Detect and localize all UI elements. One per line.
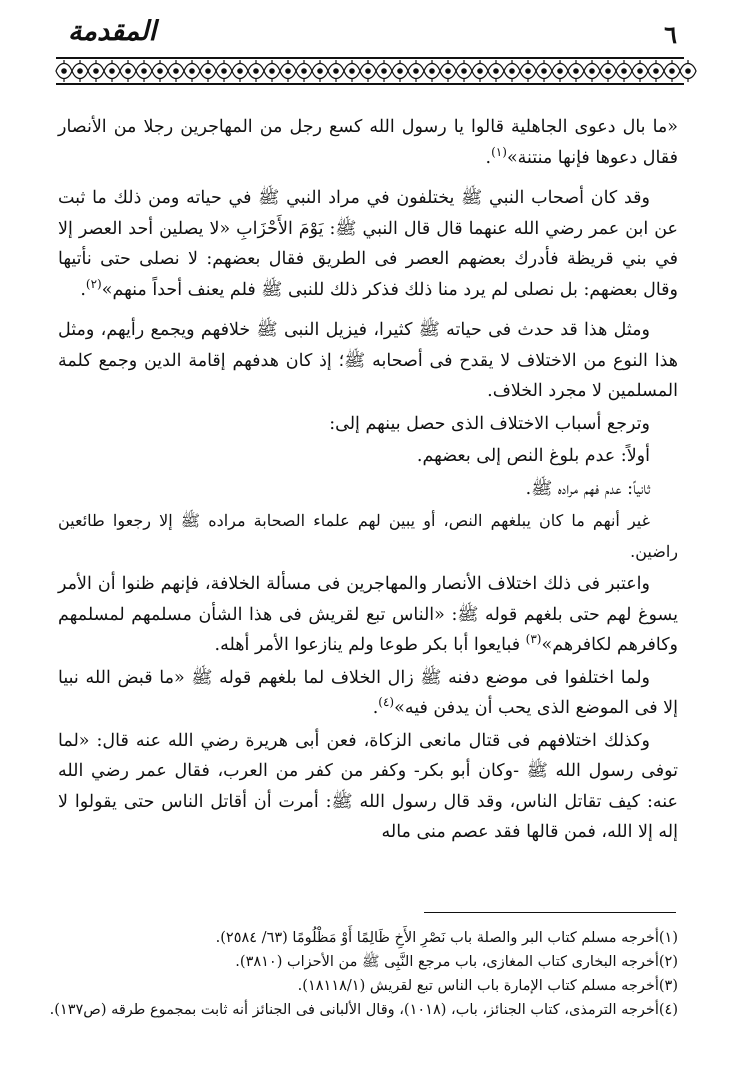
page-number: ٦ — [664, 20, 677, 49]
footnote-ref[interactable]: (٢) — [85, 276, 102, 291]
footnote-1: (١)أخرجه مسلم كتاب البر والصلة باب نَصْرِ الأَخِ ظَالِمًا أَوْ مَظْلُومًا (٦٣/ ٢٥٨٤). — [215, 930, 678, 946]
footnote-divider — [424, 912, 676, 913]
running-title: المقدمة — [68, 16, 157, 47]
paragraph: «ما بال دعوى الجاهلية قالوا يا رسول الله كسع رجل من المهاجرين رجلا من الأنصار فقال دعوها فإنها منتنة»$^{(١)}$. — [58, 117, 678, 168]
paragraph: واعتبر فى ذلك اختلاف الأنصار والمهاجرين فى مسألة الخلافة، فإنهم ظنوا أن الأمر يسوغ لهم حتى بلغهم قوله ﷺ: «الناس تبع لقريش فى هذا الشأن مسلمهم لمسلمهم وكافرهم لكافرهم»$^{(٣)}$ فبايعوا أبا بكر طوعا ولم ينازعوا الأمر أهله. — [58, 574, 678, 655]
footnote-ref[interactable]: (٤) — [378, 695, 395, 710]
main-text — [58, 112, 678, 850]
footnote-2: (٢)أخرجه البخارى كتاب المغازى، باب مرجع النَّبِى ﷺ من الأحزاب (٣٨١٠). — [235, 954, 678, 970]
footnote-ref[interactable]: (١) — [491, 144, 507, 159]
footnote-3: (٣)أخرجه مسلم كتاب الإمارة باب الناس تبع لقريش (١٨١١٨/١). — [297, 978, 678, 994]
list-item: ثانياً: عدم فهم مراده ﷺ. — [525, 478, 650, 499]
paragraph: ولما اختلفوا فى موضع دفنه ﷺ زال الخلاف لما بلغهم قوله ﷺ «ما قبض الله نبيا إلا فى الموضع الذى يحب أن يدفن فيه»$^{(٤)}$. — [58, 667, 678, 718]
paragraph: وقد كان أصحاب النبي ﷺ يختلفون في مراد النبي ﷺ في حياته ومن ذلك ما ثبت عن ابن عمر رضي الله عنهما قال قال النبي ﷺ: يَوْمَ الأَحْزَابِ «لا يصلين أحد العصر إلا في بني قريظة فأدرك بعضهم العصر فى الطريق فقال بعضهم: لا نصلى حتى نأتيها وقال بعضهم: بل نصلى لم يرد منا ذلك فذكر ذلك للنبى ﷺ فلم يعنف أحداً منهم»$^{(٢)}$. — [58, 188, 678, 300]
footnotes — [49, 926, 678, 1022]
list-item: أولاً: عدم بلوغ النص إلى بعضهم. — [416, 446, 650, 466]
page-header — [48, 14, 683, 54]
footnote-ref[interactable]: (٣) — [525, 632, 542, 647]
paragraph: وترجع أسباب الاختلاف الذى حصل بينهم إلى: — [329, 413, 650, 434]
paragraph: غير أنهم ما كان يبلغهم النص، أو يبين لهم علماء الصحابة مراده ﷺ إلا رجعوا طائعين راضين. — [58, 511, 678, 561]
paragraph: وكذلك اختلافهم فى قتال مانعى الزكاة، فعن أبى هريرة رضي الله عنه قال: «لما توفى رسول الله ﷺ -وكان أبو بكر- وكفر من كفر من العرب، فقال عمر رضي الله عنه: كيف تقاتل الناس، وقد قال رسول الله ﷺ: أمرت أن أقاتل الناس حتى يقولوا لا إله إلا الله، فمن قالها فقد عصم منى ماله — [58, 730, 678, 842]
paragraph: ومثل هذا قد حدث فى حياته ﷺ كثيرا، فيزيل النبى ﷺ خلافهم ويجمع رأيهم، ومثل هذا النوع من الاختلاف لا يقدح فى أصحابه ﷺ؛ إذ كان هدفهم إقامة الدين وجمع كلمة المسلمين لا مجرد الخلاف. — [58, 320, 678, 401]
footnote-4: (٤)أخرجه الترمذى، كتاب الجنائز، باب، (١٠١٨)، وقال الألبانى فى الجنائز أنه ثابت بمجموع طرقه (ص١٣٧). — [49, 1002, 678, 1018]
decorative-border-ornament — [56, 56, 684, 86]
